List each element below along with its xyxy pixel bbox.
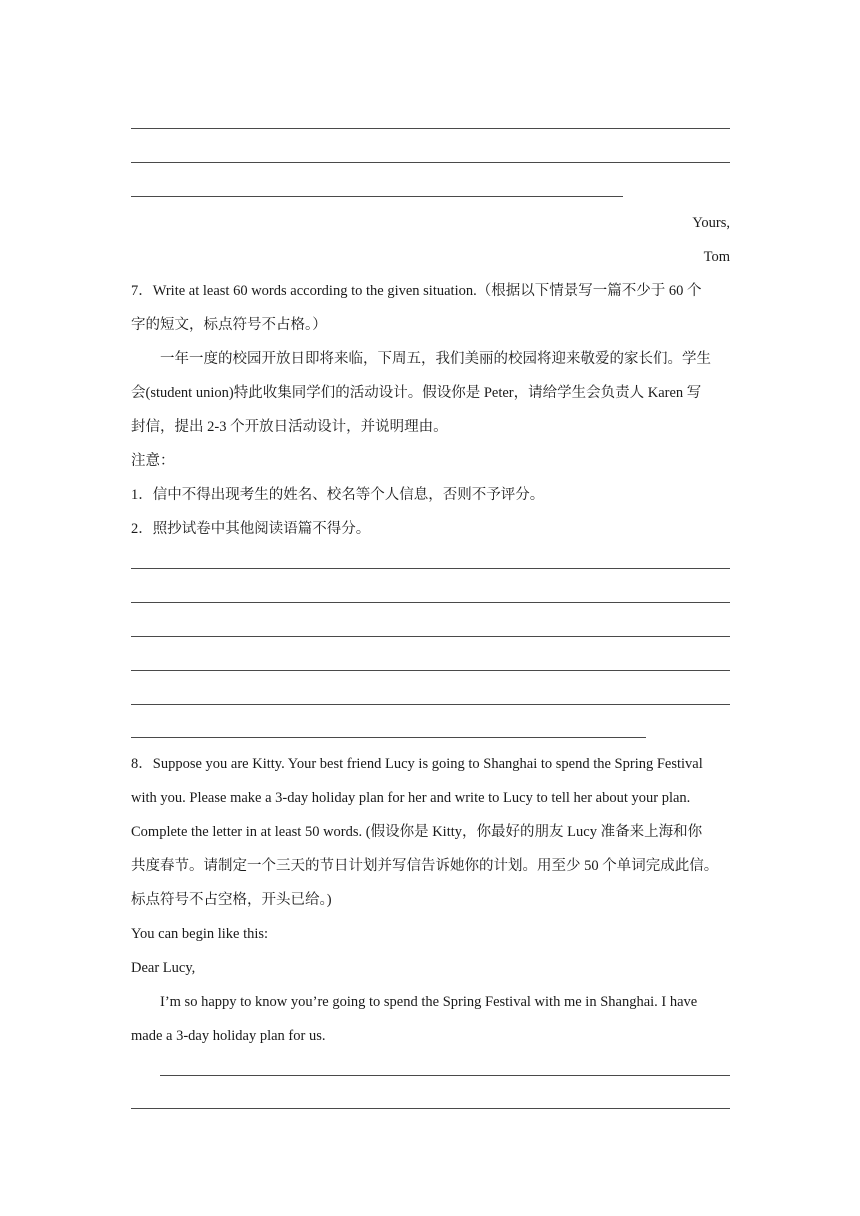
answer-line[interactable] xyxy=(131,670,730,671)
q7-prompt-line1: 7．Write at least 60 words according to the given situation.（根据以下情景写一篇不少于 60 个 xyxy=(131,283,702,299)
answer-line[interactable] xyxy=(131,636,730,637)
q7-note-2: 2．照抄试卷中其他阅读语篇不得分。 xyxy=(131,521,371,537)
q7-note-1: 1．信中不得出现考生的姓名、校名等个人信息，否则不予评分。 xyxy=(131,487,545,503)
q7-situation-line1: 一年一度的校园开放日即将来临，下周五，我们美丽的校园将迎来敬爱的家长们。学生 xyxy=(160,351,711,367)
q8-prompt-line3: Complete the letter in at least 50 words. (假设你是 Kitty，你最好的朋友 Lucy 准备来上海和你 xyxy=(131,824,703,840)
answer-line[interactable] xyxy=(131,162,730,163)
q8-prompt-line5: 标点符号不占空格，开头已给。) xyxy=(131,892,332,908)
q8-prompt-line2: with you. Please make a 3-day holiday plan for her and write to Lucy to tell her about your plan. xyxy=(131,790,691,806)
answer-line[interactable] xyxy=(131,196,623,197)
answer-line[interactable] xyxy=(131,602,730,603)
answer-line[interactable] xyxy=(131,568,730,569)
closing-name: Tom xyxy=(703,249,730,265)
answer-line[interactable] xyxy=(131,128,730,129)
q7-prompt-line2: 字的短文，标点符号不占格。） xyxy=(131,317,327,333)
answer-line[interactable] xyxy=(160,1075,730,1076)
q8-letter-body-line2: made a 3-day holiday plan for us. xyxy=(131,1028,326,1044)
answer-line[interactable] xyxy=(131,1108,730,1109)
q8-prompt-line1: 8．Suppose you are Kitty. Your best friend Lucy is going to Shanghai to spend the Spring Festival xyxy=(131,756,703,772)
q8-greeting: Dear Lucy, xyxy=(131,960,196,976)
q7-note-title: 注意： xyxy=(131,453,175,469)
answer-line[interactable] xyxy=(131,737,646,738)
q8-prompt-line4: 共度春节。请制定一个三天的节日计划并写信告诉她你的计划。用至少 50 个单词完成此信。 xyxy=(131,858,719,874)
q8-letter-body-line1: I’m so happy to know you’re going to spend the Spring Festival with me in Shanghai. I have xyxy=(160,994,698,1010)
answer-line[interactable] xyxy=(131,704,730,705)
q7-situation-line2: 会(student union)特此收集同学们的活动设计。假设你是 Peter，请给学生会负责人 Karen 写 xyxy=(131,385,702,401)
q7-situation-line3: 封信，提出 2-3 个开放日活动设计，并说明理由。 xyxy=(131,419,448,435)
q8-begin-hint: You can begin like this: xyxy=(131,926,269,942)
closing-yours: Yours, xyxy=(692,215,730,231)
